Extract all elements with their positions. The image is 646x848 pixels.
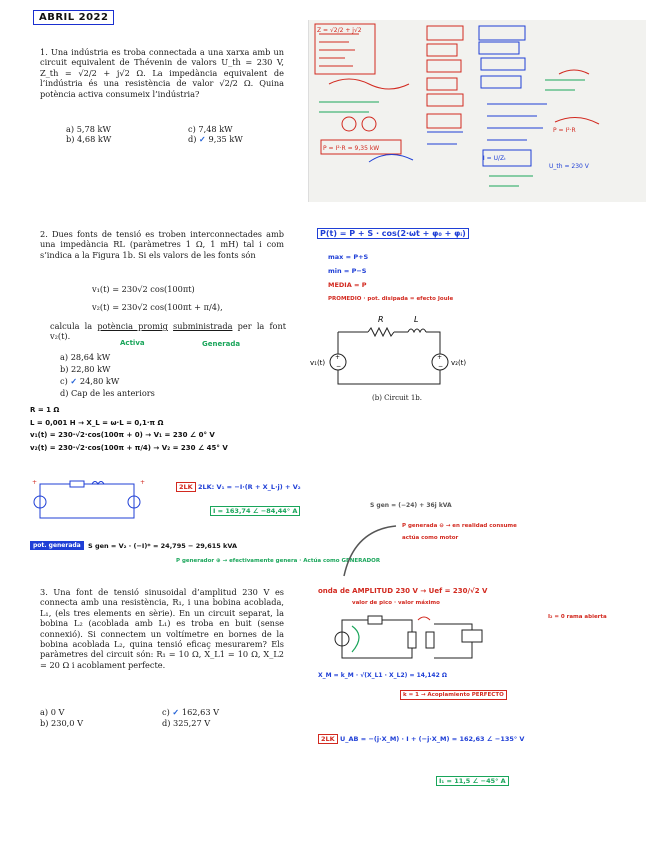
note-activa: Activa [120, 339, 145, 347]
q2-sketch [30, 478, 150, 524]
curve-sketch [340, 520, 400, 580]
q2-number: 2. [40, 229, 48, 239]
q3-circuit-sketch [322, 612, 492, 668]
q3-option-b[interactable]: b) 230,0 V [40, 718, 84, 728]
figure-circuit-1b [308, 306, 468, 406]
q3-note-pico: valor de pico · valor máximo [352, 600, 440, 606]
q1-option-b[interactable]: b) 4,68 kW [66, 134, 112, 144]
q1-option-c[interactable]: c) 7,48 kW [188, 124, 233, 134]
q3-note-abierta: I₂ = 0 rama abierta [548, 614, 607, 620]
q3-text: Una font de tensió sinusoidal d’amplitud 230 V es connecta amb una resistència, R₁, i una bobina acoblada, L₁, (els tres elements en sèrie). En un circuit separat, la bobina L₂ (acoblada amb L₁) es troba en buit (sense connexió). Si connectem un voltímetre en bornes de la bobina acoblada L₂, quina tensió eficaç mesurarem? Els paràmetres del circuit són: R₁ = 10 Ω, X_L1 = 10 Ω, X_L2 = 20 Ω i acoblament perfecte. [40, 587, 284, 670]
fig-label-R: R [378, 315, 384, 324]
q3-option-a[interactable]: a) 0 V [40, 707, 65, 717]
q1-option-d[interactable]: d) ✓ 9,35 kW [188, 134, 243, 144]
svg-text:−: − [438, 363, 444, 370]
power-note-min: min = P−S [328, 267, 367, 275]
svg-text:Z = √2/2 + j√2: Z = √2/2 + j√2 [317, 27, 362, 34]
q3-note-xm: X_M = k_M · √(X_L1 · X_L2) = 14,142 Ω [318, 672, 447, 679]
check-icon: ✓ [199, 134, 206, 144]
svg-text:P = I²·R: P = I²·R [553, 127, 576, 134]
fig-label-v1: v₁(t) [310, 359, 326, 367]
figure-caption: (b) Circuit 1b. [372, 394, 422, 402]
q1-text: Una indústria es troba connectada a una xarxa amb un circuit equivalent de Thévenin de valors U_th = 230 V, Z_th = √2/2 + j√2 Ω. La impedància equivalent de l’indústria és una resistència de valor √2/2 Ω. Quina potència activa consumeix l’indústria? [40, 47, 284, 99]
fig-label-L: L [414, 315, 419, 324]
note-generada: Generada [202, 340, 241, 348]
power-note-media: MEDIA = P [328, 281, 367, 289]
question-1 [40, 47, 284, 99]
q2-option-a[interactable]: a) 28,64 kW [60, 352, 111, 362]
check-icon: ✓ [172, 707, 180, 717]
page-title: ABRIL 2022 [33, 10, 114, 25]
notes-right: P generada ⊖ → en realidad consume actúa como motor [402, 523, 517, 541]
note-v1: v₁(t) = 230·√2·cos(100π + 0) → V₁ = 230 ∠ 0° V [30, 431, 215, 439]
power-notes [328, 250, 453, 306]
q3-option-d[interactable]: d) 325,27 V [162, 718, 211, 728]
generador-note: P generador ⊕ → efectivamente genera · Actúa como GENERADOR [176, 558, 381, 564]
svg-text:+: + [32, 479, 38, 486]
q3-number: 3. [40, 587, 48, 597]
q3-note-amplitud: onda de AMPLITUD 230 V → Uef = 230/√2 V [318, 587, 488, 595]
svg-text:I = U/Zₜ: I = U/Zₜ [483, 155, 506, 162]
q2-text: Dues fonts de tensió es troben interconnectades amb una impedància RL (paràmetres 1 Ω, 1 mH) tal i com s’indica a la Figura 1b. Si els valors de les fonts són [40, 229, 285, 260]
kvl-equation: 2LK 2LK: V₁ = −I·(R + X_L·j) + V₂ [176, 482, 301, 492]
q2-notes [30, 404, 228, 454]
q2-option-c[interactable]: c) ✓ 24,80 kW [60, 376, 120, 386]
svg-text:+: + [140, 479, 146, 486]
svg-text:−: − [336, 363, 342, 370]
q2-equation-2: v₂(t) = 230√2 cos(100πt + π/4), [92, 302, 223, 312]
note-l: L = 0,001 H → X_L = ω·L = 0,1·π Ω [30, 418, 164, 427]
svg-text:U_th = 230 V: U_th = 230 V [549, 163, 589, 170]
power-note-max: max = P+S [328, 253, 369, 261]
svg-text:+: + [437, 354, 443, 361]
generada-label: pot. generada [30, 541, 84, 550]
power-formula: P(t) = P + S · cos(2·ωt + φ₀ + φᵢ) [317, 228, 469, 239]
power-note-promedio: PROMEDIO · pot. disipada = efecto Joule [328, 296, 454, 302]
q2-option-d[interactable]: d) Cap de les anteriors [60, 388, 155, 398]
q1-option-a[interactable]: a) 5,78 kW [66, 124, 111, 134]
note-r: R = 1 Ω [30, 406, 60, 414]
check-icon: ✓ [70, 376, 78, 386]
whiteboard-photo [308, 20, 646, 202]
sgen-example: S gen = (−24) + 36j kVA [370, 502, 452, 509]
q3-option-c[interactable]: c) ✓ 162,63 V [162, 707, 220, 717]
q2-equation-1: v₁(t) = 230√2 cos(100πt) [92, 284, 195, 294]
svg-text:+: + [335, 354, 341, 361]
fig-label-v2: v₂(t) [451, 359, 467, 367]
svg-text:P = I²·R = 9,35 kW: P = I²·R = 9,35 kW [323, 145, 380, 152]
q2-question: calcula la potència promig subministrada per la font v₂(t). [50, 321, 287, 342]
note-v2: v₂(t) = 230·√2·cos(100π + π/4) → V₂ = 230 ∠ 45° V [30, 443, 228, 452]
q3-note-perfecto: k = 1 → Acoplamiento PERFECTO [400, 690, 507, 700]
current-result: I = 163,74 ∠ −84,44° A [210, 506, 300, 516]
sgen-result: S gen = V₂ · (−I)* = 24,795 − 29,615 kVA [88, 542, 237, 550]
question-3 [40, 587, 284, 670]
q1-number: 1. [40, 47, 48, 57]
q2-option-b[interactable]: b) 22,80 kW [60, 364, 111, 374]
q3-note-i1: I₁ = 11,5 ∠ −45° A [436, 776, 509, 786]
q3-note-uab: 2LK U_AB = −(j·X_M) · I + (−j·X_M) = 162,63 ∠ −135° V [318, 734, 524, 744]
question-2 [40, 229, 284, 260]
